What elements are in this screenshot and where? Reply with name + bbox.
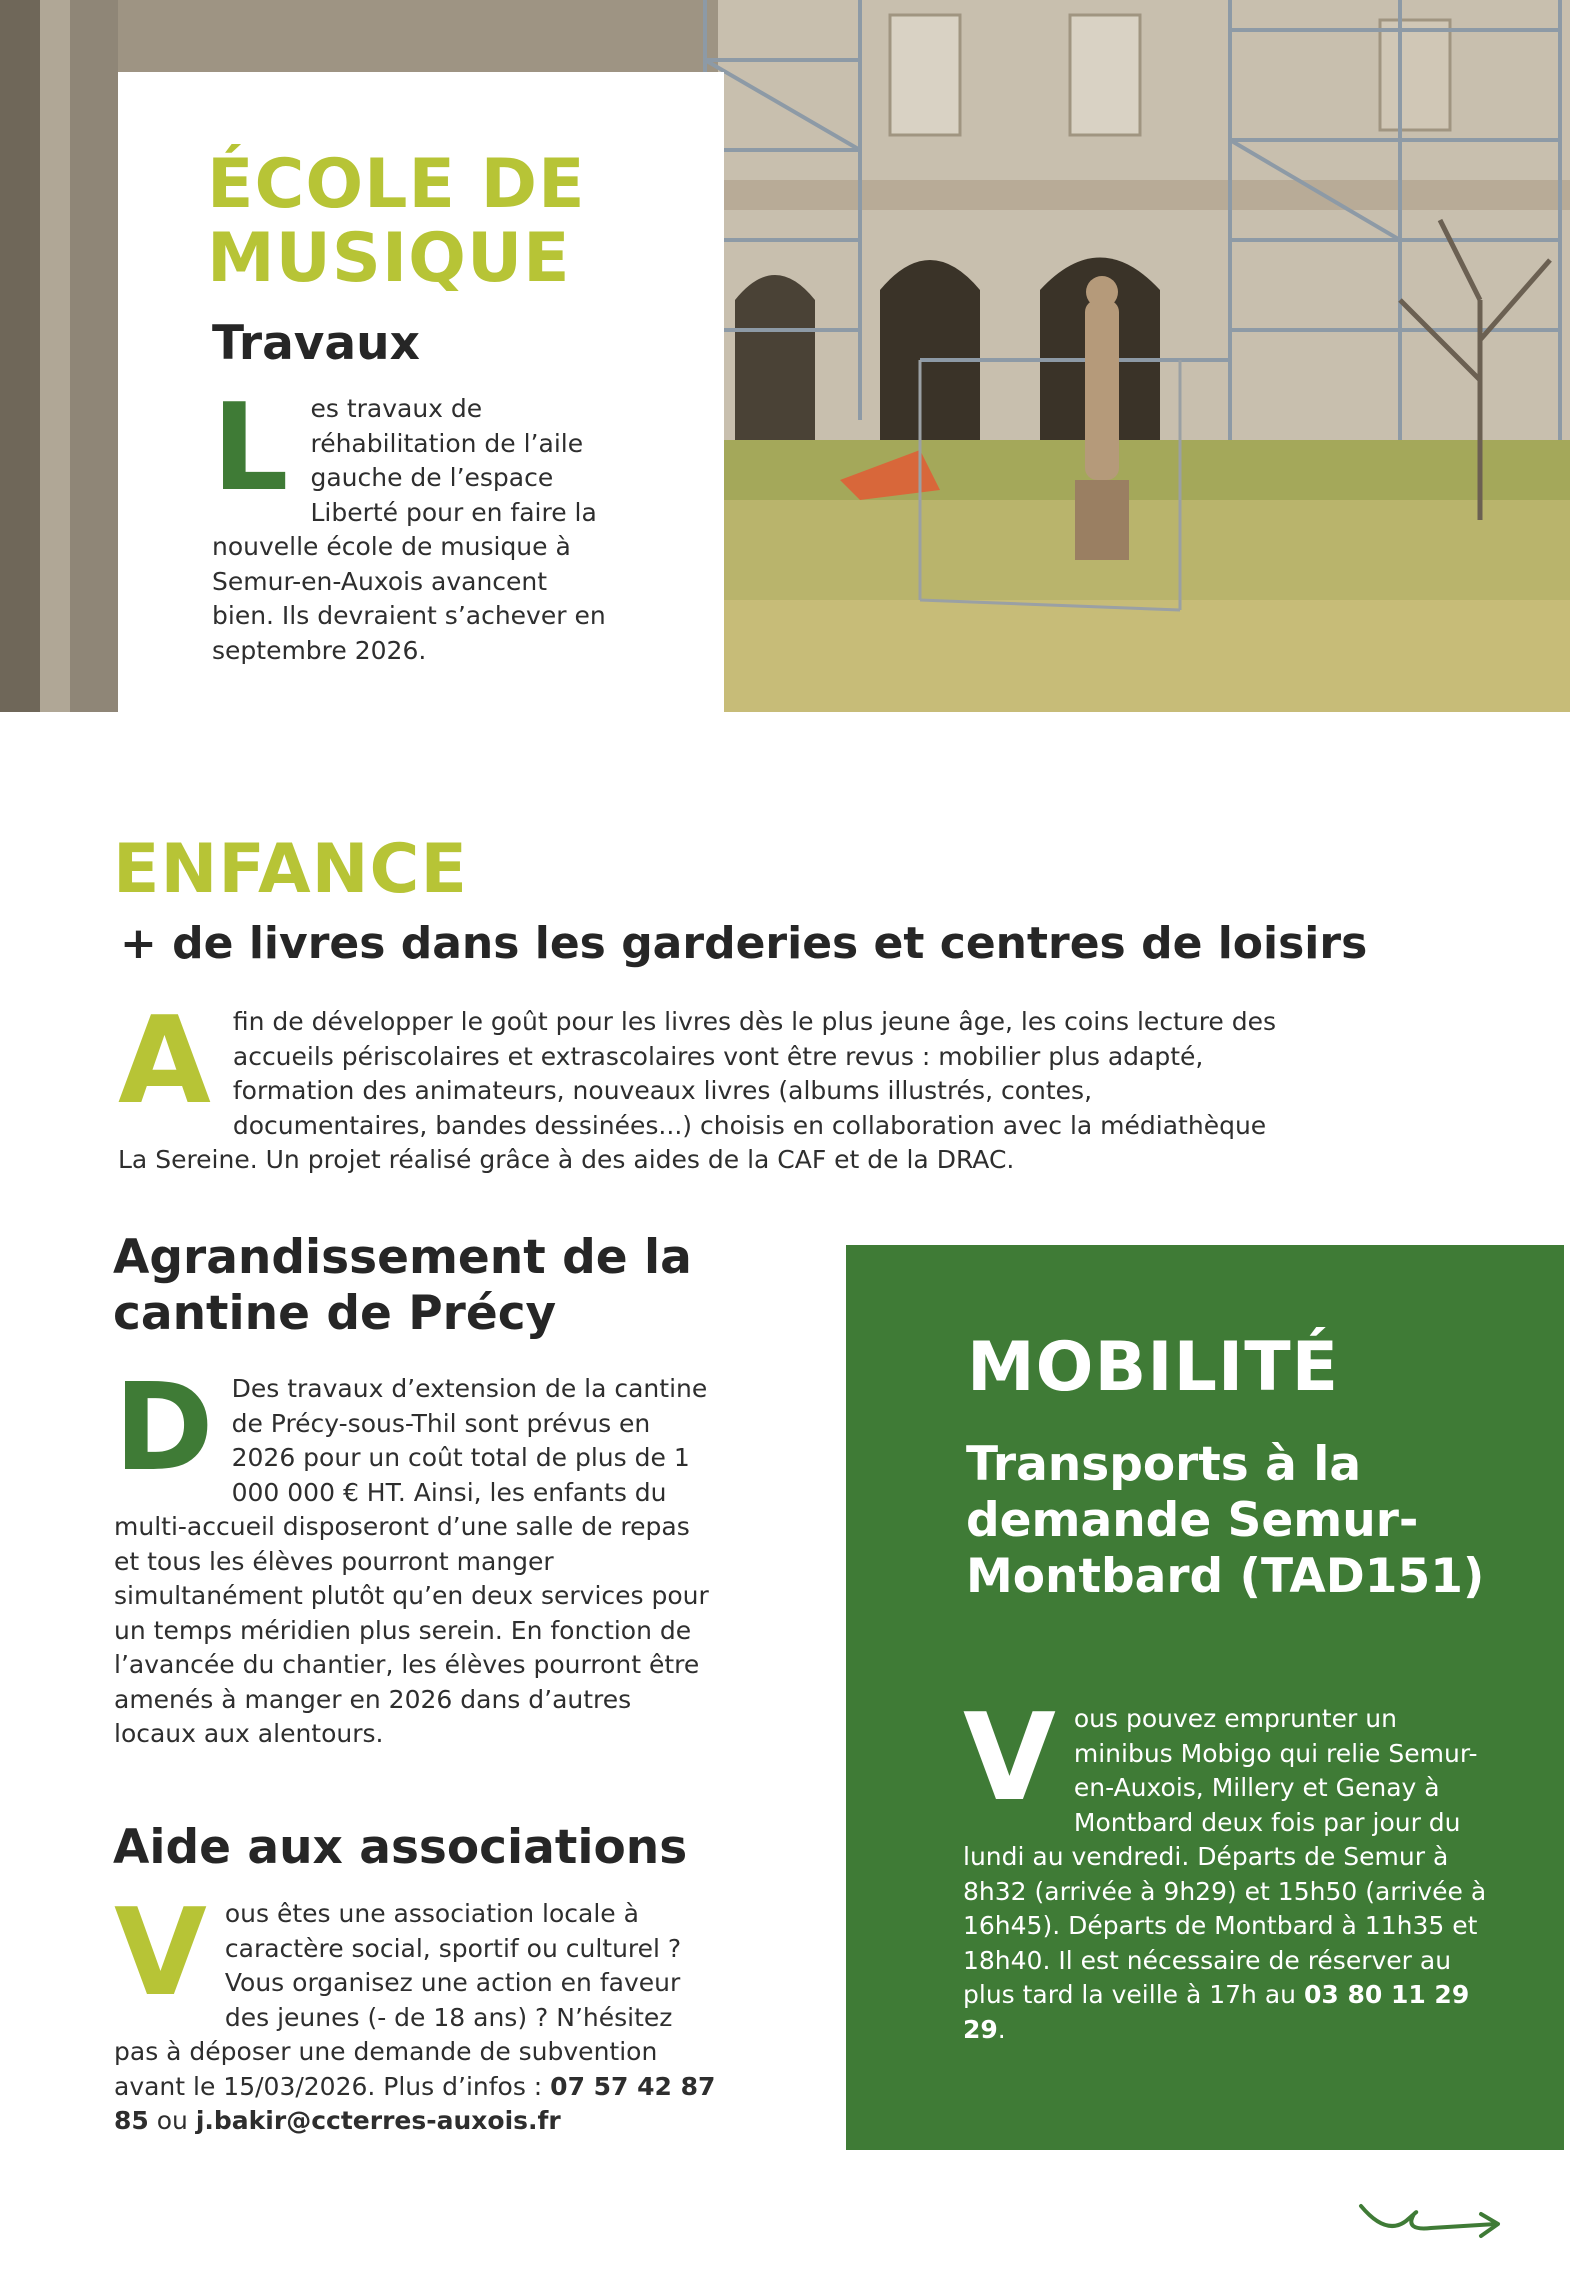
associations-phone[interactable]: 07 57 42 87 85 [114,2071,716,2135]
mobilite-body: ous pouvez emprunter un minibus Mobigo qui relie Semur-en-Auxois, Millery et Genay à Montbard deux fois par jour du lundi au vendredi. Départs de Semur à 8h32 (arrivée à 9h29) et 15h50 (arrivée à 16h45). Départs de Montbard à 11h35 et 18h40. Il est nécessaire de réserver au plus tard la veille à 17h au [963,1704,1487,2009]
cantine-dropcap: D [114,1359,214,1498]
associations-dropcap: V [114,1884,207,2023]
mobilite-kicker: MOBILITÉ [967,1328,1340,1407]
mobilite-subtitle: Transports à la demande Semur-Montbard (TAD151) [966,1437,1485,1604]
associations-or: ou [148,2106,196,2135]
enfance-text [118,992,1278,1178]
ecole-kicker [207,145,586,298]
associations-email[interactable]: j.bakir@ccterres-auxois.fr [195,2106,561,2135]
ecole-text [212,379,612,668]
ecole-kicker-line2: MUSIQUE [207,219,571,298]
mobilite-phone[interactable]: 03 80 11 29 29 [963,1980,1470,2044]
enfance-body: fin de développer le goût pour les livres dès le plus jeune âge, les coins lecture des accueils périscolaires et extrascolaires vont être revus : mobilier plus adapté, formation des animateurs, nouveaux livres (albums illustrés, contes, documentaires, bandes dessinées...) choisis en collaboration avec la médiathèque La Sereine. Un projet réalisé grâce à des aides de la CAF et de la DRAC. [118,1007,1277,1174]
associations-body: ous êtes une association locale à caractère social, sportif ou culturel ? Vous organisez une action en faveur des jeunes (- de 18 ans) ? N’hésitez pas à déposer une demande de subvention avant le 15/03/2026. Plus d’infos : [114,1899,682,2101]
ecole-body: es travaux de réhabilitation de l’aile gauche de l’espace Liberté pour en faire la nouvelle école de musique à Semur-en-Auxois avancent bien. Ils devraient s’achever en septembre 2026. [212,394,606,665]
cantine-text [114,1359,714,1752]
mobilite-text [963,1689,1495,2047]
cantine-title: Agrandissement de la cantine de Précy [113,1230,692,1341]
associations-title: Aide aux associations [113,1820,688,1875]
enfance-dropcap: A [118,992,211,1131]
enfance-subtitle: + de livres dans les garderies et centres de loisirs [120,918,1368,969]
enfance-kicker: ENFANCE [113,830,468,909]
mobilite-end: . [997,2014,1006,2044]
mobilite-dropcap: V [963,1689,1056,1828]
next-page-arrow-icon[interactable] [1356,2186,1506,2256]
cantine-body: Des travaux d’extension de la cantine de Précy-sous-Thil sont prévus en 2026 pour un coût total de plus de 1 000 000 € HT. Ainsi, les enfants du multi-accueil disposeront d’une salle de repas et tous les élèves pourront manger simultanément plutôt qu’en deux services pour un temps méridien plus serein. En fonction de l’avancée du chantier, les élèves pourront être amenés à manger en 2026 dans d’autres locaux aux alentours. [114,1374,709,1748]
ecole-subtitle: Travaux [212,316,420,371]
ecole-dropcap: L [212,379,289,518]
ecole-kicker-line1: ÉCOLE DE [207,145,586,224]
associations-text [114,1884,724,2139]
